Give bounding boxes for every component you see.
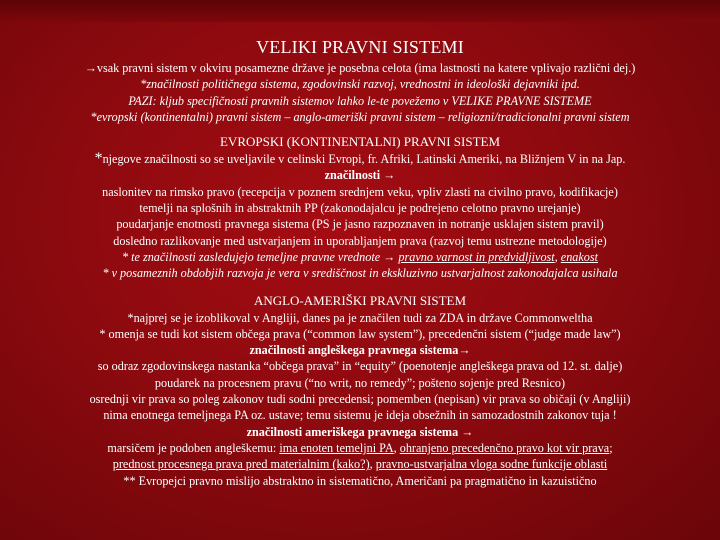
european-feature-4: dosledno razlikovanje med ustvarjanjem in uporabljanjem prava (razvoj temu ustrezne metodologije) xyxy=(113,233,607,248)
anglo-line-1: *najprej se je izoblikoval v Angliji, danes pa je značilen tudi za ZDA in države Commonweltha xyxy=(127,310,593,325)
top-band xyxy=(0,0,720,22)
european-feature-5-value-1: pravno varnost in predvidljivost xyxy=(398,249,555,264)
european-line-1-text: njegove značilnosti so se uveljavile v celinski Evropi, fr. Afriki, Latinski Ameriki, na Bližnjem V in na Jap. xyxy=(102,152,626,167)
european-feature-5-sep: , xyxy=(554,249,561,264)
anglo-feature-4: nima enotnega temeljnega PA oz. ustave; temu sistemu je ideja obsežnih in samozadostnih zakonov tuja ! xyxy=(103,408,617,423)
american-feature-1 xyxy=(14,440,706,456)
american-feature-2-value-2: pravno-ustvarjalna vloga sodne funkcije oblasti xyxy=(375,457,608,472)
intro-line-1: →vsak pravni sistem v okviru posamezne države je posebna celota (ima lastnosti na katere vplivajo različni dej.) xyxy=(84,61,636,75)
european-feature-5 xyxy=(14,249,706,265)
american-feature-1-value-2: ohranjeno precedenčno pravo kot vir prava xyxy=(399,440,610,455)
american-feature-3: ** Evropejci pravno mislijo abstraktno in sistematično, Američani pa pragmatično in kazuistično xyxy=(123,473,597,488)
european-feature-2: temelji na splošnih in abstraktnih PP (zakonodajalcu je podrejeno celotno pravno urejanje) xyxy=(139,201,581,216)
intro-line-4: *evropski (kontinentalni) pravni sistem – anglo-ameriški pravni sistem – religiozni/tradicionalni pravni sistem xyxy=(90,109,630,124)
anglo-feature-2: poudarek na procesnem pravu (“no writ, no remedy”; pošteno sojenje pred Resnico) xyxy=(154,375,566,390)
slide-title: VELIKI PRAVNI SISTEMI xyxy=(256,37,464,57)
european-heading: EVROPSKI (KONTINENTALNI) PRAVNI SISTEM xyxy=(219,134,501,150)
american-feature-1-end: ; xyxy=(609,440,613,455)
european-line-1 xyxy=(14,151,706,167)
american-feature-1-value-1: ima enoten temeljni PA xyxy=(279,440,394,455)
anglo-feature-3: osrednji vir prava so poleg zakonov tudi sodni precedensi; pomemben (nepisan) vir prava so običaji (v Angliji) xyxy=(89,392,631,407)
american-feature-1-pre: marsičem je podoben angleškemu: xyxy=(107,440,280,455)
european-feature-5-pre: * te značilnosti zasledujejo temeljne pravne vrednote → xyxy=(121,249,399,264)
european-feature-5-value-2: enakost xyxy=(560,249,599,264)
intro-line-2: *značilnosti političnega sistema, zgodovinski razvoj, vrednostni in ideološki dejavniki ipd. xyxy=(140,77,580,92)
european-star: * xyxy=(94,150,103,168)
anglo-line-2: * omenja se tudi kot sistem občega prava (“common law system”), precedenčni sistem (“judge made law”) xyxy=(99,326,621,341)
anglo-heading: ANGLO-AMERIŠKI PRAVNI SISTEM xyxy=(253,292,467,308)
american-feature-1-sep: , xyxy=(393,440,400,455)
anglo-features-label: značilnosti angleškega pravnega sistema→ xyxy=(249,343,471,358)
european-feature-6: * v posameznih obdobjih razvoja je vera v središčnost in ekskluzivno ustvarjalnost zakonodajalca usihala xyxy=(102,266,618,281)
european-feature-1: naslonitev na rimsko pravo (recepcija v poznem srednjem veku, vpliv zlasti na civilno pravo, kodifikacje) xyxy=(102,184,618,199)
american-features-label: značilnosti ameriškega pravnega sistema → xyxy=(246,424,474,439)
anglo-feature-1: so odraz zgodovinskega nastanka “občega prava” in “equity” (poenotenje angleškega prava od 12. st. dalje) xyxy=(97,359,623,374)
intro-line-3: PAZI: kljub specifičnosti pravnih sistemov lahko le-te povežemo v VELIKE PRAVNE SISTEME xyxy=(128,93,592,108)
american-feature-2 xyxy=(14,456,706,472)
european-feature-3: poudarjanje enotnosti pravnega sistema (PS je jasno razpoznaven in notranje usklajen sistem pravil) xyxy=(116,217,604,232)
american-feature-2-value-1: prednost procesnega prava pred materialnim (kako?) xyxy=(112,457,370,472)
american-feature-2-sep: , xyxy=(369,457,376,472)
slide-content xyxy=(14,36,706,489)
european-features-label: značilnosti → xyxy=(324,168,396,183)
